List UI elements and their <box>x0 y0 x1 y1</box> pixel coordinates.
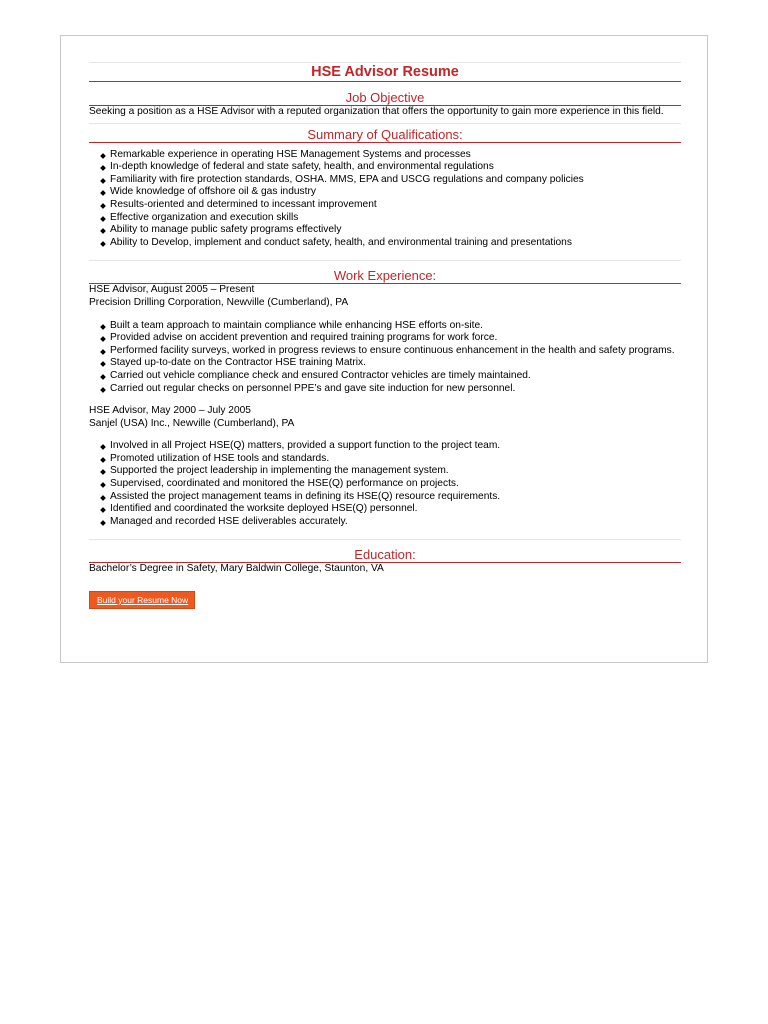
job-title-line: HSE Advisor, August 2005 – Present <box>89 284 255 296</box>
bullet-icon <box>100 457 106 463</box>
list-item: Carried out regular checks on personnel PPE’s and gave site induction for new personnel. <box>89 383 681 396</box>
resume-content <box>89 62 681 609</box>
bullet-icon <box>100 361 106 367</box>
bullet-icon <box>100 507 106 513</box>
job-company-line: Sanjel (USA) Inc., Newville (Cumberland), PA <box>89 417 295 429</box>
list-item: Supervised, coordinated and monitored the HSE(Q) performance on projects. <box>89 478 681 491</box>
list-item: Performed facility surveys, worked in progress reviews to ensure continuous enhancement in the health and safety programs. <box>89 345 681 358</box>
education-text: Bachelor’s Degree in Safety, Mary Baldwin College, Staunton, VA <box>89 563 384 575</box>
list-item: Managed and recorded HSE deliverables accurately. <box>89 516 681 529</box>
bullet-icon <box>100 520 106 526</box>
list-item: Carried out vehicle compliance check and ensured Contractor vehicles are timely maintained. <box>89 370 681 383</box>
bullet-icon <box>100 349 106 355</box>
section-heading-education: Education: <box>89 547 681 563</box>
resume-title: HSE Advisor Resume <box>89 63 681 82</box>
list-item: Ability to Develop, implement and conduct safety, health, and environmental training and presentations <box>89 237 681 250</box>
bullet-icon <box>100 336 106 342</box>
list-item: In-depth knowledge of federal and state safety, health, and environmental regulations <box>89 161 681 174</box>
job-duties-list <box>89 440 681 528</box>
section-heading-experience: Work Experience: <box>89 268 681 284</box>
bullet-icon <box>100 495 106 501</box>
bullet-icon <box>100 191 106 197</box>
list-item: Ability to manage public safety programs effectively <box>89 224 681 237</box>
bullet-icon <box>100 153 106 159</box>
bullet-icon <box>100 482 106 488</box>
bullet-icon <box>100 216 106 222</box>
list-item: Built a team approach to maintain compliance while enhancing HSE efforts on-site. <box>89 320 681 333</box>
bullet-icon <box>100 387 106 393</box>
bullet-icon <box>100 228 106 234</box>
bullet-icon <box>100 324 106 330</box>
bullet-icon <box>100 178 106 184</box>
bullet-icon <box>100 374 106 380</box>
bullet-icon <box>100 203 106 209</box>
bullet-icon <box>100 444 106 450</box>
list-item: Supported the project leadership in implementing the management system. <box>89 465 681 478</box>
bullet-icon <box>100 470 106 476</box>
list-item: Results-oriented and determined to incessant improvement <box>89 199 681 212</box>
section-heading-objective: Job Objective <box>89 90 681 106</box>
list-item: Assisted the project management teams in defining its HSE(Q) resource requirements. <box>89 491 681 504</box>
list-item: Involved in all Project HSE(Q) matters, provided a support function to the project team. <box>89 440 681 453</box>
objective-text: Seeking a position as a HSE Advisor with a reputed organization that offers the opportunity to gain more experience in this field. <box>89 106 664 117</box>
list-item: Provided advise on accident prevention and required training programs for work force. <box>89 332 681 345</box>
list-item: Promoted utilization of HSE tools and standards. <box>89 453 681 466</box>
list-item: Effective organization and execution skills <box>89 212 681 225</box>
bullet-icon <box>100 165 106 171</box>
list-item: Stayed up-to-date on the Contractor HSE training Matrix. <box>89 357 681 370</box>
list-item: Remarkable experience in operating HSE Management Systems and processes <box>89 149 681 162</box>
list-item: Identified and coordinated the worksite deployed HSE(Q) personnel. <box>89 503 681 516</box>
list-item: Wide knowledge of offshore oil & gas industry <box>89 186 681 199</box>
resume-card <box>60 35 708 663</box>
section-heading-qualifications: Summary of Qualifications: <box>89 127 681 143</box>
qualifications-list <box>89 149 681 250</box>
job-duties-list <box>89 320 681 396</box>
build-resume-button[interactable]: Build your Resume Now <box>89 591 195 609</box>
job-company-line: Precision Drilling Corporation, Newville (Cumberland), PA <box>89 296 349 308</box>
list-item: Familiarity with fire protection standards, OSHA. MMS, EPA and USCG regulations and company policies <box>89 174 681 187</box>
bullet-icon <box>100 241 106 247</box>
job-title-line: HSE Advisor, May 2000 – July 2005 <box>89 405 251 417</box>
